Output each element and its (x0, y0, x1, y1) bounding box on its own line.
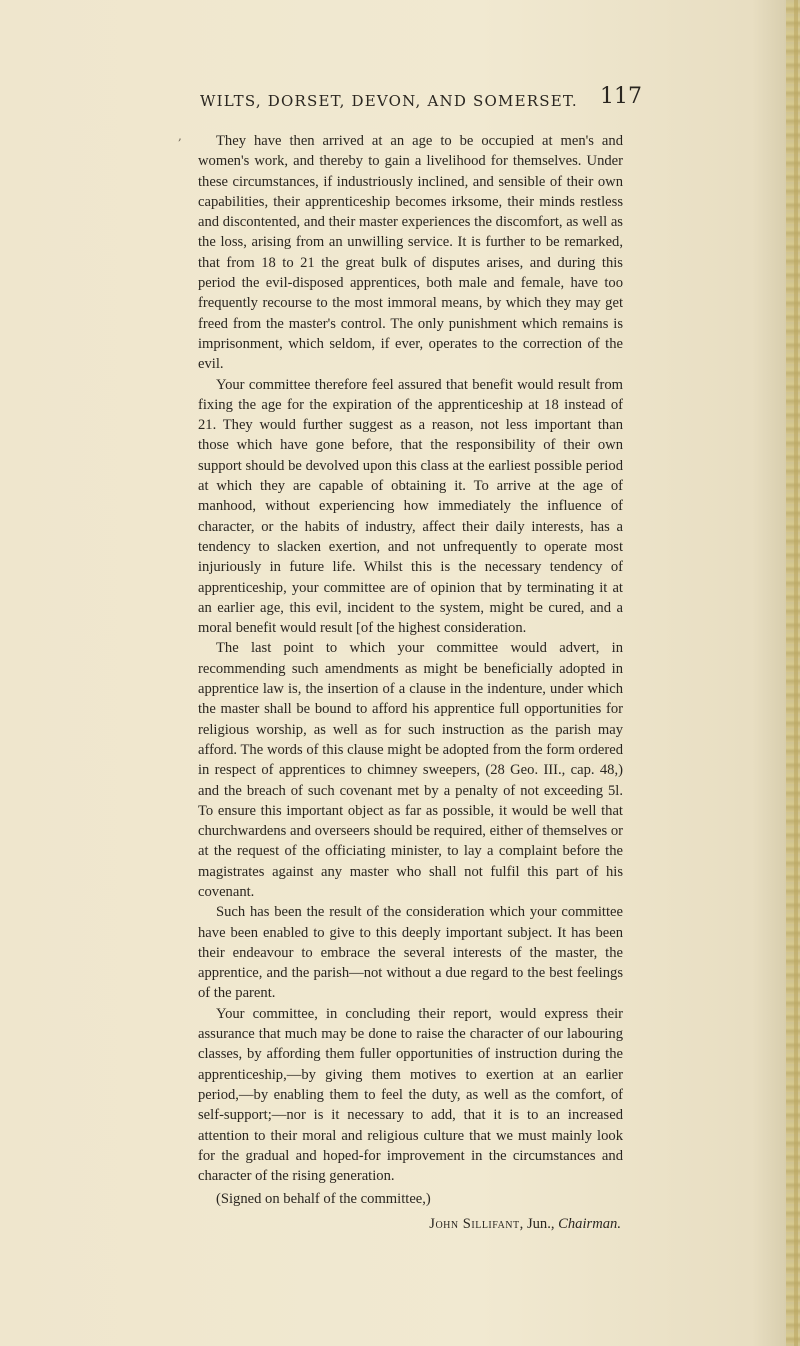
paragraph-committee-recommendation: Your committee therefore feel assured that benefit would result from fixing the age for the expiration of the apprenticeship at 18 instead of 21. They would further suggest as a reason, not less important than those which have gone before, that the responsibility of their own support should be devolved upon this class at the earliest possible period at which they are capable of obtaining it. To arrive at the age of manhood, without experiencing how immediately the influence of character, or the habits of industry, affect their daily interests, has a tendency to slacken exertion, and not unfrequently to operate most injuriously in future life. Whilst this is the necessary tendency of apprenticeship, your committee are of opinion that by terminating it at an earlier age, this evil, incident to the system, might be cured, and a moral benefit would result [of the highest consideration. (198, 376, 623, 637)
report-body (198, 131, 623, 1234)
signoff-block (198, 1189, 623, 1234)
page-header (200, 84, 642, 110)
signed-line: (Signed on behalf of the committee,) (216, 1191, 431, 1208)
page-number: 117 (600, 84, 642, 109)
paragraph-conclusion: Your committee, in concluding their report, would express their assurance that much may be done to raise the character of our labouring classes, by affording them fuller opportunities of instruction during the apprenticeship,—by giving them motives to exertion at an earlier period,—by enabling them to feel the duty, as well as the comfort, of self-support;—nor is it necessary to add, that it is to an increased attention to their moral and religious culture that we must mainly look for the gradual and hoped-for improvement in the circumstances and character of the rising generation. (198, 1005, 623, 1185)
running-title: WILTS, DORSET, DEVON, AND SOMERSET. (200, 92, 578, 110)
signatory-suffix: , Jun., (519, 1215, 559, 1232)
signatory-name: John Sillifant (429, 1215, 520, 1232)
paragraph-result-summary: Such has been the result of the consideration which your committee have been enabled to give to this deeply important subject. It has been their endeavour to embrace the several interests of the master, the apprentice, and the parish—not without a due regard to the best feelings of the parent. (198, 904, 623, 1002)
signatory-title: Chairman. (558, 1215, 621, 1232)
page-binding-edge (786, 0, 800, 1346)
paragraph-apprentice-age: They have then arrived at an age to be occupied at men's and women's work, and thereby to gain a livelihood for themselves. Under these circumstances, if industriously inclined, and sensible of their own capabilities, their apprenticeship becomes irksome, their minds restless and discontented, and their master experiences the discomfort, as well as the loss, arising from an unwilling service. It is further to be remarked, that from 18 to 21 the great bulk of disputes arises, and during this period the evil-disposed apprentices, both male and female, have too frequently recourse to the most immoral means, by which they may get freed from the master's control. The only punishment which remains is imprisonment, which seldom, if ever, operates to the correction of the evil. (198, 133, 623, 373)
paragraph-indenture-clause: The last point to which your committee would advert, in recommending such amendments as might be beneficially adopted in apprentice law is, the insertion of a clause in the indenture, under which the master shall be bound to afford his apprentice full opportunities for religious worship, as well as for such instruction as the parish may afford. The words of this clause might be adopted from the form ordered in respect of apprentices to chimney sweepers, (28 Geo. III., cap. 48,) and the breach of such covenant met by a penalty of not exceeding 5l. To ensure this important object as far as possible, it would be well that churchwardens and overseers should be required, either of themselves or at the request of the officiating minister, to lay a complaint before the magistrates against any master who shall not fulfil this part of his covenant. (198, 640, 623, 900)
margin-mark: , (178, 129, 182, 143)
signature-line (198, 1214, 623, 1234)
